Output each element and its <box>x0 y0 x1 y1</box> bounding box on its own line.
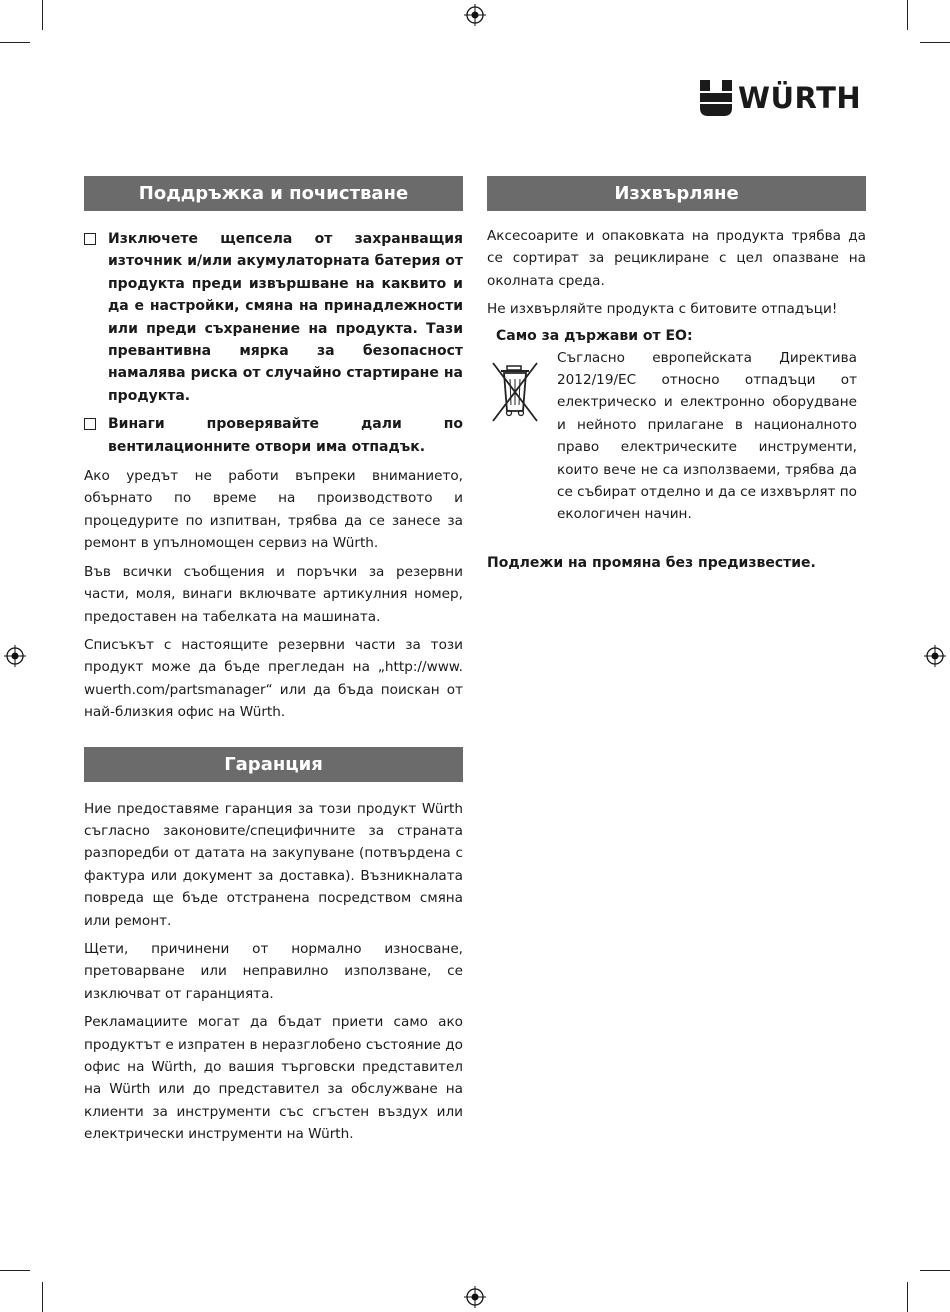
crop-mark <box>0 1270 30 1271</box>
registration-mark-icon <box>924 645 946 667</box>
eu-directive-text: Съгласно европейската Директива 2012/19/ЕС относно отпадъци от електрическо и електронно оборудване и нейното прилагане в националното право електрическите инструменти, които вече не са използваеми, трябва да се събират отделно и да се изхвърлят по екологичен начин. <box>557 349 857 523</box>
disposal-paragraph: Не изхвърляйте продукта с битовите отпадъци! <box>487 301 838 318</box>
crop-mark <box>42 0 43 30</box>
registration-mark-icon <box>464 4 486 26</box>
warranty-paragraph: Ние предоставяме гаранция за този продукт Würth съгласно законовите/специфичните за страната разпоредби от датата на закупуване (потвърдена с фактура или документ за доставка). Възникналата повреда ще бъде отстранена посредством смяна или ремонт. <box>84 800 463 929</box>
brand-name: WÜRTH <box>738 81 862 115</box>
disposal-paragraph: Аксесоарите и опаковката на продукта трябва да се сортират за рециклиране с цел опазване на околната среда. <box>487 228 866 289</box>
eu-block <box>487 347 866 526</box>
warranty-paragraph: Рекламациите могат да бъдат приети само ако продуктът е изпратен в неразглобено състояние до офис на Würth, до вашия търговски представител на Würth или до представител за обслужване на клиенти за инструменти със сгъстен въздух или електрически инструменти на Würth. <box>84 1014 463 1143</box>
maintenance-bullet-1: Изключете щепсела от захранващия източник и/или акумулаторната батерия от продукта преди извършване на каквито и да е настройки, смяна на принадлежности или преди съхранение на продукта. Тази превантивна мярка за безопасност намалява риска от случайно стартиране на продукта. <box>108 231 463 404</box>
crop-mark <box>920 42 950 43</box>
weee-bin-icon <box>487 359 545 427</box>
checkbox-icon <box>84 233 96 245</box>
list-item <box>84 228 463 407</box>
change-notice: Подлежи на промяна без предизвестие. <box>487 554 816 571</box>
crop-mark <box>907 1282 908 1312</box>
list-item <box>84 413 463 458</box>
maintenance-paragraph: Ако уредът не работи въпреки вниманието, обърнато по време на производството и процедурите по изпитван, трябва да се занесе за ремонт в упълномощен сервиз на Würth. <box>84 468 463 552</box>
crop-mark <box>920 1270 950 1271</box>
eu-heading: Само за държави от ЕО: <box>496 327 693 344</box>
maintenance-bullet-2: Винаги проверявайте дали по вентилационните отвори има отпадък. <box>108 416 463 455</box>
wurth-logo <box>700 80 861 116</box>
registration-mark-icon <box>464 1286 486 1308</box>
maintenance-heading: Поддръжка и почистване <box>84 176 463 211</box>
maintenance-paragraph: Във всички съобщения и поръчки за резервни части, моля, винаги включвате артикулния номер, предоставен на табелката на машината. <box>84 563 463 625</box>
disposal-heading: Изхвърляне <box>487 176 866 211</box>
registration-mark-icon <box>4 645 26 667</box>
right-column <box>487 176 866 574</box>
warranty-heading: Гаранция <box>84 747 463 782</box>
crop-mark <box>907 0 908 30</box>
crop-mark <box>0 42 30 43</box>
crop-mark <box>42 1282 43 1312</box>
checkbox-icon <box>84 418 96 430</box>
maintenance-paragraph: Списъкът с настоящите резервни части за този продукт може да бъде прегледан на „http://www. wuerth.com/partsmanager“ или да бъда поискан от най-близкия офис на Würth. <box>84 636 463 721</box>
warranty-paragraph: Щети, причинени от нормално износване, претоварване или неправилно използване, се изключват от гаранцията. <box>84 940 463 1002</box>
left-column <box>84 176 463 1146</box>
wurth-logo-icon <box>700 80 732 116</box>
